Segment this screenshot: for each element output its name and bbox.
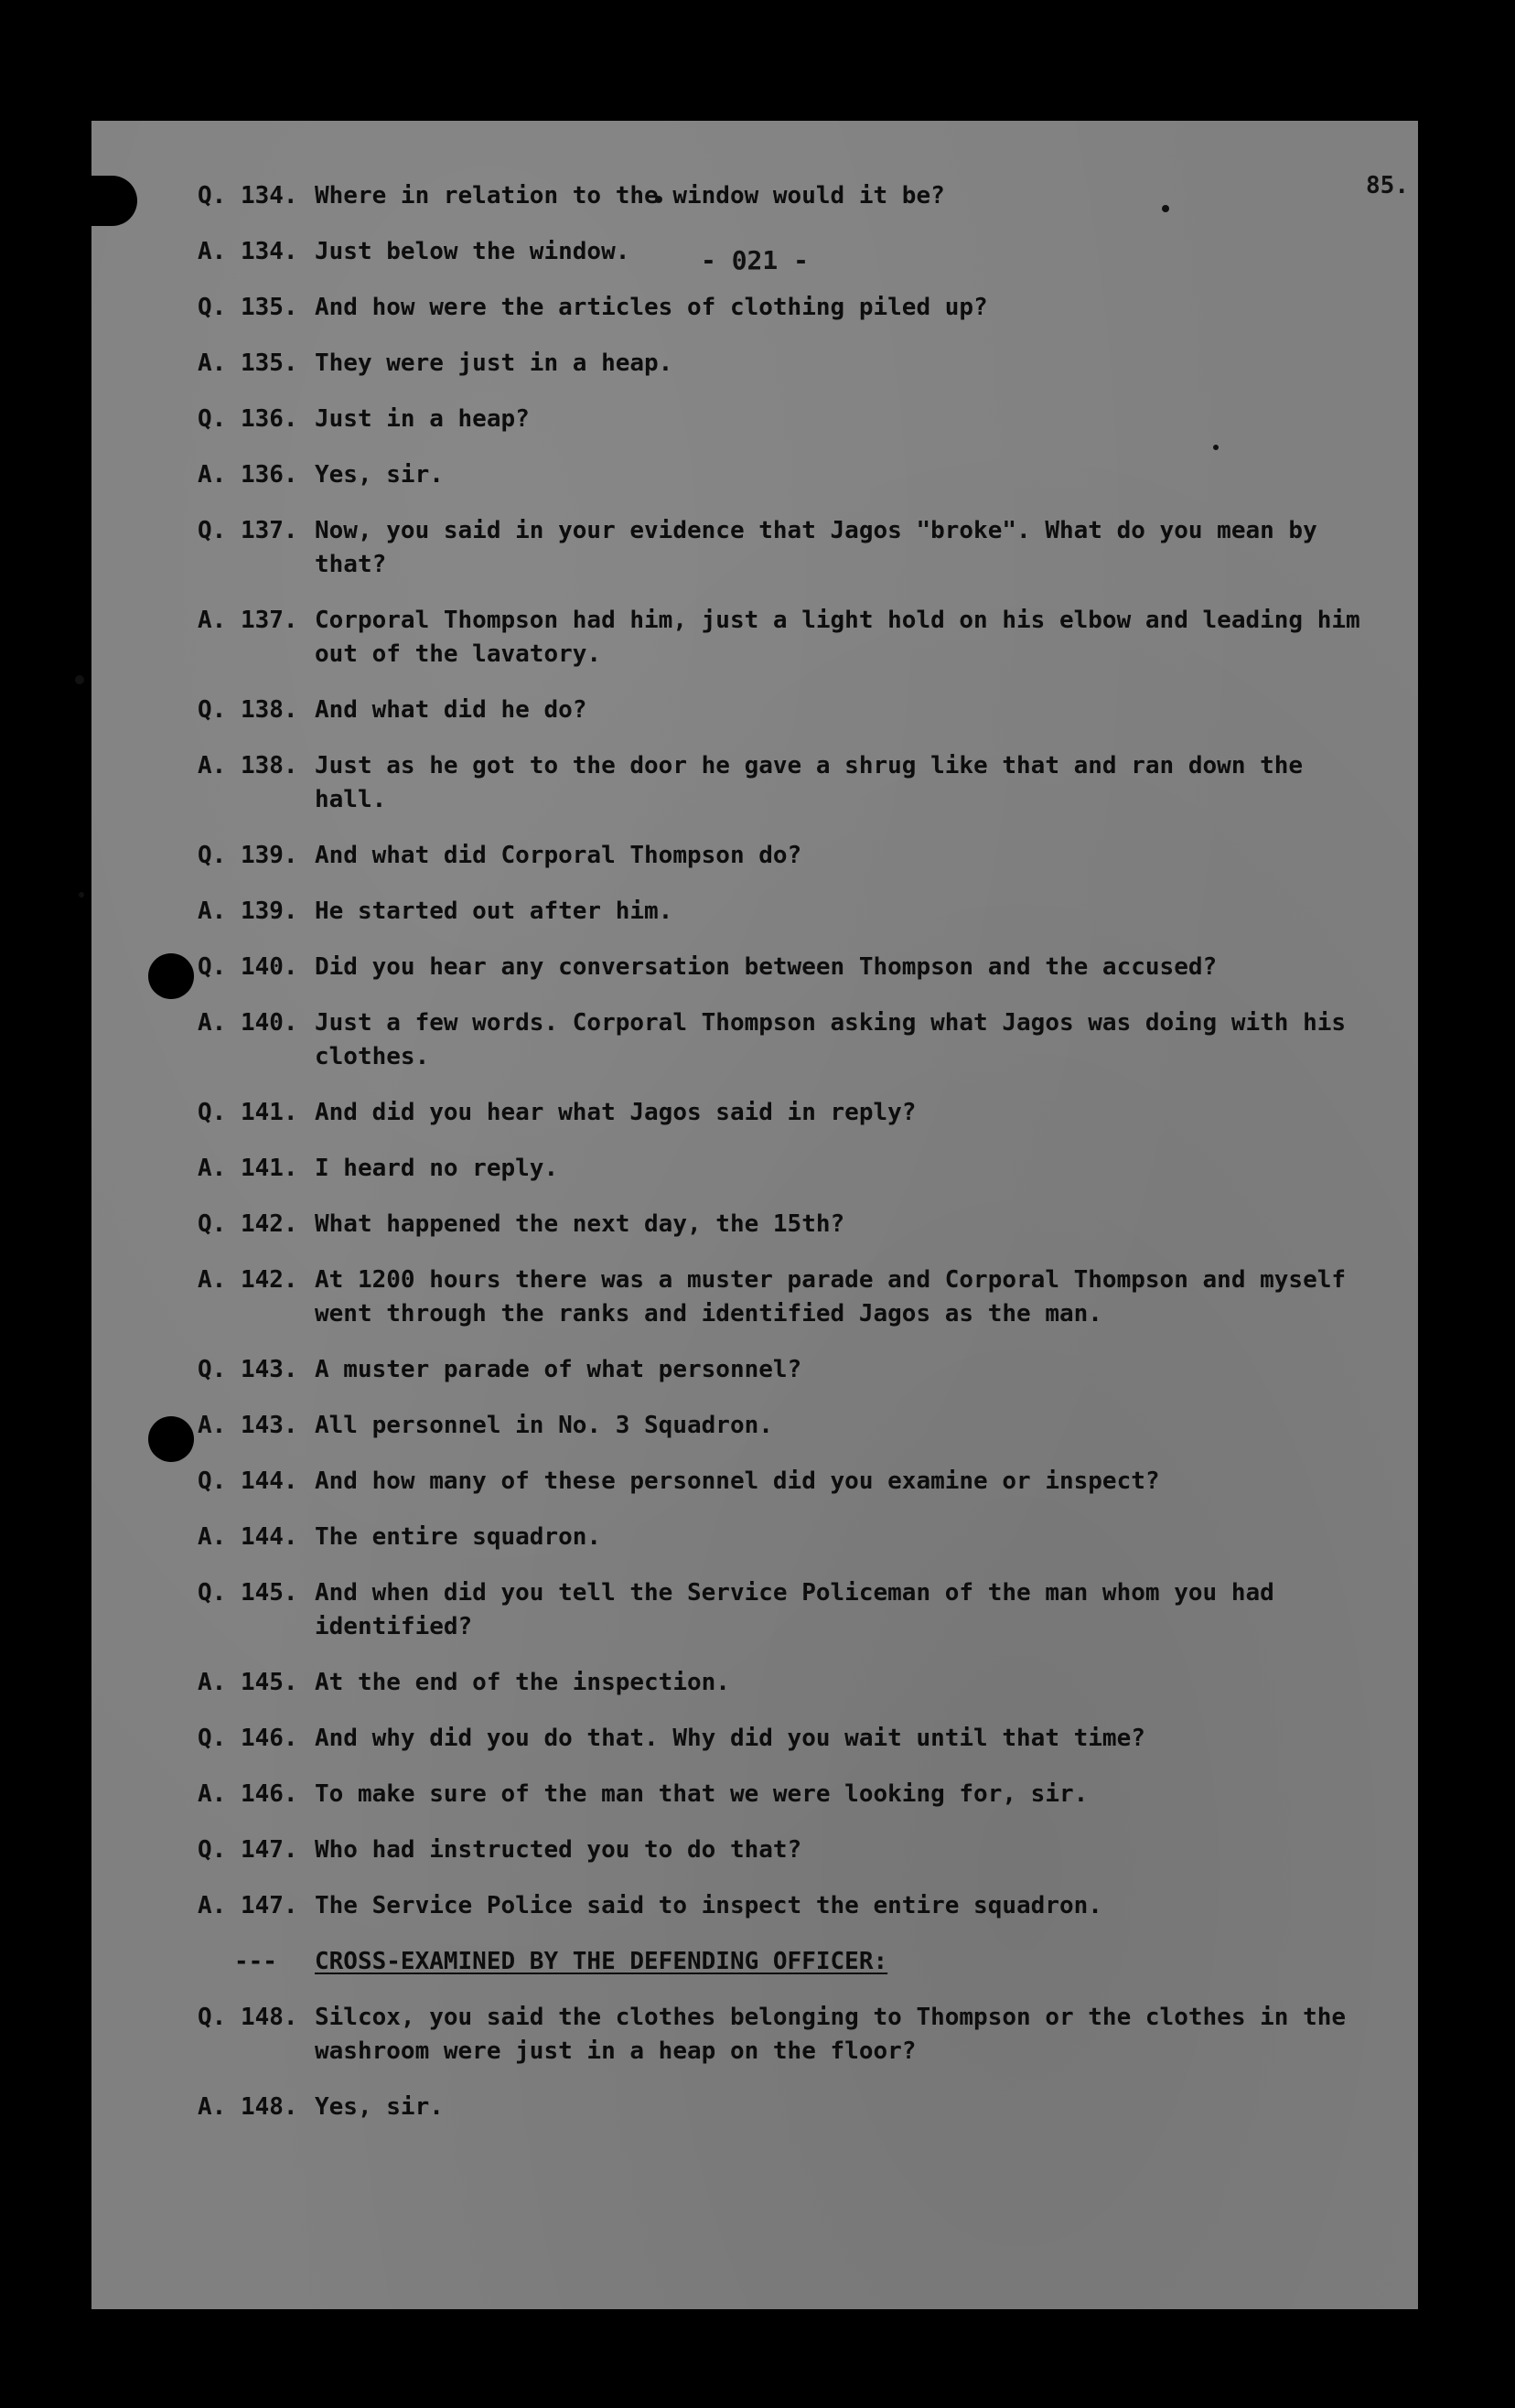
entry-label: Q. 140. [198, 953, 298, 981]
entry-text: Silcox, you said the clothes belonging to Thompson or the clothes in the washroom were just in a heap on the floor? [315, 2004, 1347, 2065]
entry-label: A. 141. [198, 1155, 298, 1182]
entry-label: Q. 145. [198, 1579, 298, 1607]
entry-text: And when did you tell the Service Policeman of the man whom you had identified? [315, 1579, 1274, 1640]
entry-label: A. 147. [198, 1892, 298, 1919]
entry-label: A. 142. [198, 1266, 298, 1294]
transcript-entry [198, 1465, 1378, 1499]
transcript-entry [198, 514, 1378, 582]
transcript-entry [198, 1263, 1378, 1331]
section-heading-row [198, 1945, 1378, 1979]
entry-text: And why did you do that. Why did you wait until that time? [315, 1725, 1145, 1752]
section-heading: CROSS-EXAMINED BY THE DEFENDING OFFICER: [315, 1948, 888, 1975]
entry-label: A. 137. [198, 607, 298, 634]
punch-hole [148, 1416, 194, 1462]
entry-label: Q. 135. [198, 294, 298, 321]
entry-text: They were just in a heap. [315, 349, 673, 377]
section-dashes: --- [234, 1948, 277, 1975]
entry-label: A. 136. [198, 461, 298, 489]
entry-label: A. 138. [198, 752, 298, 779]
transcript-entry [198, 403, 1378, 436]
entry-label: Q. 142. [198, 1210, 298, 1238]
entry-text: Now, you said in your evidence that Jagos "broke". What do you mean by that? [315, 517, 1317, 578]
punch-hole [55, 176, 137, 226]
page-number: 85. [1366, 172, 1409, 199]
transcript-entry [198, 1833, 1378, 1867]
entry-label: Q. 147. [198, 1836, 298, 1864]
transcript-entry [198, 604, 1378, 672]
entry-text: Just in a heap? [315, 405, 530, 433]
transcript-entry [198, 179, 1378, 213]
entry-text: And how many of these personnel did you examine or inspect? [315, 1467, 1160, 1495]
entry-label: Q. 134. [198, 182, 298, 210]
transcript-entry [198, 1208, 1378, 1242]
transcript-entry [198, 951, 1378, 984]
transcript-entry [198, 1096, 1378, 1130]
entry-text: And did you hear what Jagos said in reply? [315, 1099, 917, 1126]
entry-text: Just below the window. [315, 238, 630, 265]
entry-text: The entire squadron. [315, 1523, 602, 1551]
entry-text: He started out after him. [315, 898, 673, 925]
transcript-entry [198, 895, 1378, 929]
transcript-entry [198, 1409, 1378, 1443]
transcript-entry [198, 1521, 1378, 1554]
transcript-entry [198, 1006, 1378, 1074]
entry-text: At 1200 hours there was a muster parade and Corporal Thompson and myself went through the ranks and identified Jagos as the man. [315, 1266, 1347, 1328]
entry-text: Yes, sir. [315, 461, 444, 489]
entry-text: A muster parade of what personnel? [315, 1356, 802, 1383]
entry-label: A. 145. [198, 1669, 298, 1696]
transcript-entry [198, 749, 1378, 817]
transcript [198, 179, 1378, 2146]
entry-text: And what did he do? [315, 696, 587, 724]
entry-text: And how were the articles of clothing piled up? [315, 294, 988, 321]
entry-label: Q. 137. [198, 517, 298, 544]
transcript-entry [198, 693, 1378, 727]
entry-text: Just a few words. Corporal Thompson asking what Jagos was doing with his clothes. [315, 1009, 1347, 1070]
entry-label: A. 146. [198, 1780, 298, 1808]
entry-text: The Service Police said to inspect the entire squadron. [315, 1892, 1102, 1919]
entry-label: Q. 138. [198, 696, 298, 724]
entry-label: A. 148. [198, 2093, 298, 2121]
transcript-entry [198, 1778, 1378, 1811]
entry-text: And what did Corporal Thompson do? [315, 842, 802, 869]
punch-hole [148, 953, 194, 999]
transcript-entry [198, 2091, 1378, 2124]
entry-label: Q. 141. [198, 1099, 298, 1126]
entry-label: A. 140. [198, 1009, 298, 1037]
transcript-entry [198, 839, 1378, 873]
entry-text: All personnel in No. 3 Squadron. [315, 1412, 773, 1439]
transcript-entry [198, 1666, 1378, 1700]
entry-label: Q. 136. [198, 405, 298, 433]
entry-text: Just as he got to the door he gave a shrug like that and ran down the hall. [315, 752, 1304, 813]
entry-label: A. 134. [198, 238, 298, 265]
entry-label: A. 139. [198, 898, 298, 925]
entry-label: Q. 143. [198, 1356, 298, 1383]
transcript-entry [198, 1152, 1378, 1186]
entry-label: A. 144. [198, 1523, 298, 1551]
speck [75, 675, 84, 684]
entry-text: Corporal Thompson had him, just a light hold on his elbow and leading him out of the lavatory. [315, 607, 1360, 668]
entry-label: A. 135. [198, 349, 298, 377]
transcript-entry [198, 1889, 1378, 1923]
transcript-entry [198, 458, 1378, 492]
entry-label: Q. 139. [198, 842, 298, 869]
transcript-entry [198, 2001, 1378, 2069]
entry-text: Did you hear any conversation between Thompson and the accused? [315, 953, 1218, 981]
transcript-entry [198, 347, 1378, 381]
transcript-entry [198, 1353, 1378, 1387]
entry-text: Yes, sir. [315, 2093, 444, 2121]
entry-text: Who had instructed you to do that? [315, 1836, 802, 1864]
entry-text: To make sure of the man that we were looking for, sir. [315, 1780, 1089, 1808]
page-header: - 021 - [700, 245, 809, 275]
entry-text: What happened the next day, the 15th? [315, 1210, 845, 1238]
entry-label: A. 143. [198, 1412, 298, 1439]
transcript-entry [198, 1722, 1378, 1756]
entry-label: Q. 148. [198, 2004, 298, 2031]
entry-text: At the end of the inspection. [315, 1669, 730, 1696]
entry-text: Where in relation to the window would it be? [315, 182, 945, 210]
entry-label: Q. 144. [198, 1467, 298, 1495]
entry-label: Q. 146. [198, 1725, 298, 1752]
transcript-entry [198, 1576, 1378, 1644]
speck [79, 892, 84, 898]
transcript-entry [198, 291, 1378, 325]
entry-text: I heard no reply. [315, 1155, 559, 1182]
transcript-entry [198, 235, 1378, 269]
